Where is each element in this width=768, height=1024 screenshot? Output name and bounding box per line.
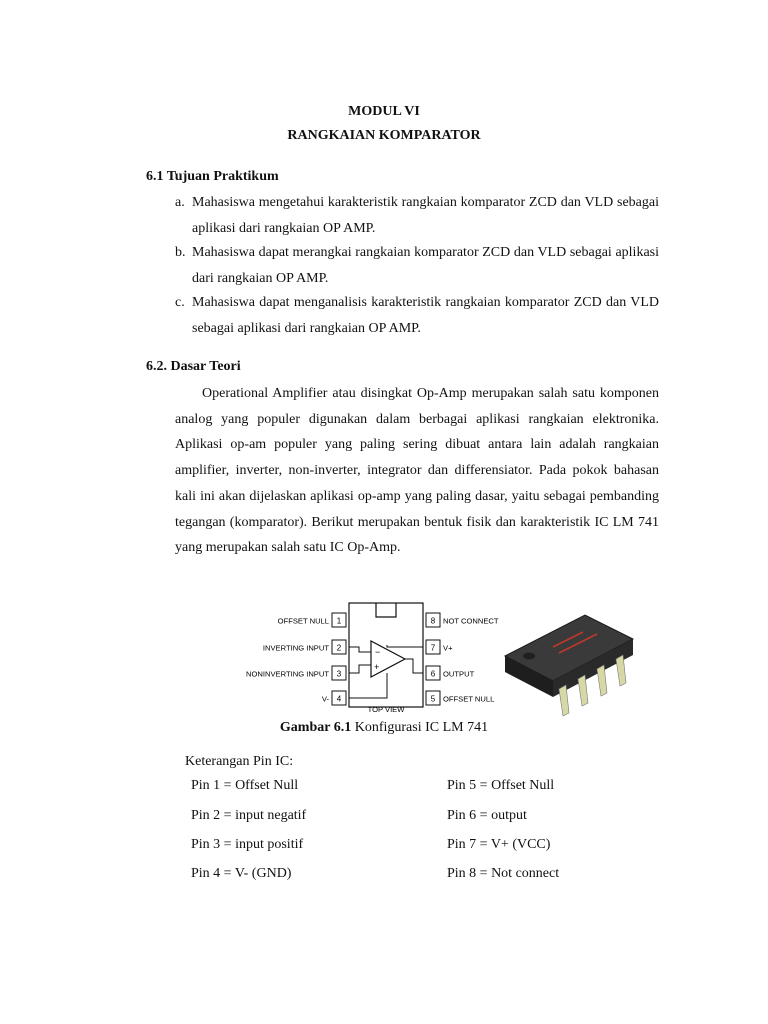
pin-description-item: Pin 8 = Not connect [447,866,560,881]
pin-label-left: OFFSET NULL [277,616,329,626]
list-item-text: Mahasiswa dapat merangkai rangkaian komparator ZCD dan VLD sebagai aplikasi dari rangkaian OP AMP. [192,245,659,286]
ic-chip-photo-icon [505,615,633,716]
pin-label-right: NOT CONNECT [443,616,499,626]
left-pins [332,613,346,705]
ic-lm741-figure [237,601,641,720]
pin-description-item: Pin 3 = input positif [191,837,304,852]
list-item [175,190,659,241]
list-item-text: Mahasiswa mengetahui karakteristik rangkaian komparator ZCD dan VLD sebagai aplikasi dari rangkaian OP AMP. [192,195,659,236]
pin-label-left: V- [321,694,329,704]
pin-description-item: Pin 2 = input negatif [191,808,307,823]
pin-number: 1 [336,616,342,626]
pin-number: 3 [336,669,342,679]
list-item-text: Mahasiswa dapat menganalisis karakteristik rangkaian komparator ZCD dan VLD sebagai aplikasi dari rangkaian OP AMP. [192,295,659,336]
list-item [175,290,659,341]
module-number: MODUL VI [348,104,420,119]
inverting-sign: − [375,647,381,657]
pin-description-item: Pin 4 = V- (GND) [191,866,292,881]
pin-number: 6 [430,669,436,679]
noninverting-sign: + [374,662,380,672]
pin-label-left: INVERTING INPUT [262,643,329,653]
section-heading-dasar-teori: 6.2. Dasar Teori [146,359,241,374]
pin-label-right: V+ [443,643,453,653]
pin-description-title: Keterangan Pin IC: [185,754,294,769]
list-item [175,240,659,291]
right-pins [426,613,440,705]
section-heading-tujuan: 6.1 Tujuan Praktikum [146,169,279,184]
figure-caption [0,720,768,736]
list-item-label: c. [175,295,185,310]
pin-label-right: OUTPUT [443,669,475,679]
pin-label-right: OFFSET NULL [443,694,495,704]
theory-paragraph-text: Operational Amplifier atau disingkat Op-Amp merupakan salah satu komponen analog yang populer digunakan dalam berbagai aplikasi rangkaian elektronika. Aplikasi op-am populer yang paling sering dibuat antara lain adalah rangkaian amplifier, inverter, non-inverter, integrator dan differensiator. Pada pokok bahasan kali ini akan dijelaskan aplikasi op-amp yang paling dasar, yaitu sebagai pembanding tegangan (komparator). Berikut merupakan bentuk fisik dan karakteristik IC LM 741 yang merupakan salah satu IC Op-Amp. [175,386,659,556]
pin-description-item: Pin 7 = V+ (VCC) [447,837,551,852]
figure-caption-number: Gambar 6.1 [279,720,352,735]
pin-number: 5 [430,694,436,704]
pin-number: 2 [336,643,342,653]
figure-caption-text: Konfigurasi IC LM 741 [351,720,489,735]
pin-number: 8 [430,616,436,626]
pin-description-item: Pin 5 = Offset Null [447,778,555,793]
theory-paragraph [175,381,659,561]
list-item-label: b. [175,245,186,260]
pin-number: 7 [430,643,436,653]
pin-label-left: NONINVERTING INPUT [246,669,329,679]
top-view-label: TOP VIEW [367,705,405,714]
pin-description-item: Pin 1 = Offset Null [191,778,299,793]
list-item-label: a. [175,195,185,210]
pin-number: 4 [336,694,342,704]
module-title: RANGKAIAN KOMPARATOR [287,128,481,143]
pin-description-item: Pin 6 = output [447,808,527,823]
